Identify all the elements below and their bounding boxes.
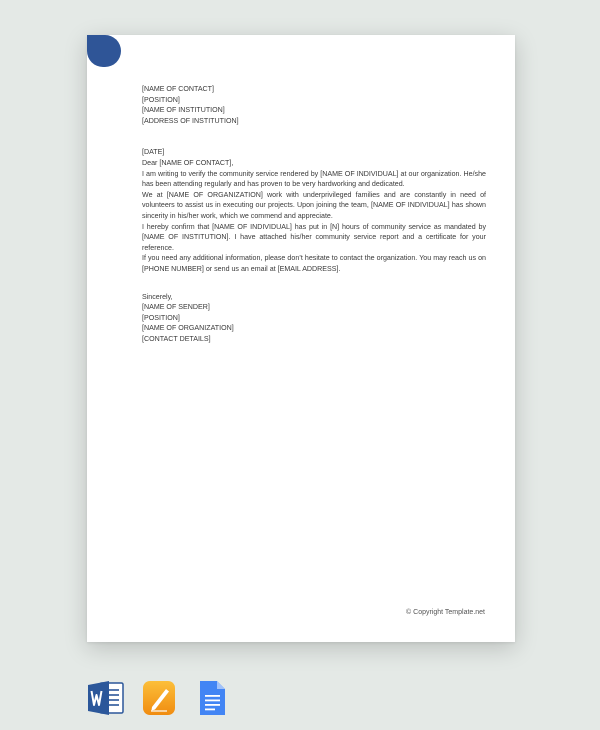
signature-line: [CONTACT DETAILS] — [142, 334, 211, 343]
letter-date: [DATE] — [142, 148, 165, 157]
document-page — [87, 35, 515, 642]
letter-body — [142, 84, 486, 344]
google-docs-icon[interactable] — [198, 680, 226, 716]
pages-icon[interactable] — [142, 680, 176, 716]
recipient-line: [NAME OF CONTACT] — [142, 85, 214, 93]
word-icon[interactable] — [87, 680, 125, 716]
recipient-line: [ADDRESS OF INSTITUTION] — [142, 116, 239, 125]
signature-line: [NAME OF ORGANIZATION] — [142, 324, 234, 333]
signature-block — [142, 302, 486, 344]
recipient-line: [POSITION] — [142, 95, 180, 104]
paragraph: We at [NAME OF ORGANIZATION] work with underprivileged families and are constantly in need of volunteers to assist us in executing our projects. Upon joining the team, [NAME OF INDIVIDUAL] has shown sincerity in his/her work, which we commend and appreciate. — [142, 190, 486, 220]
corner-decoration — [87, 35, 121, 67]
salutation: Dear [NAME OF CONTACT], — [142, 158, 234, 167]
recipient-line: [NAME OF INSTITUTION] — [142, 106, 225, 115]
signature-line: [POSITION] — [142, 313, 180, 322]
paragraph: I am writing to verify the community service rendered by [NAME OF INDIVIDUAL] at our organization. He/she has been attending regularly and has proven to be very hardworking and dedicated. — [142, 169, 486, 189]
copyright-notice: © Copyright Template.net — [406, 609, 485, 616]
paragraph: I hereby confirm that [NAME OF INDIVIDUAL] has put in [N] hours of community service as mandated by [NAME OF INSTITUTION]. I have attached his/her community service report and a certificate for your reference. — [142, 222, 486, 252]
closing: Sincerely, — [142, 292, 173, 301]
paragraph: If you need any additional information, please don’t hesitate to contact the organization. You may reach us on [PHONE NUMBER] or send us an email at [EMAIL ADDRESS]. — [142, 254, 486, 273]
recipient-block — [142, 84, 486, 126]
signature-line: [NAME OF SENDER] — [142, 303, 210, 312]
